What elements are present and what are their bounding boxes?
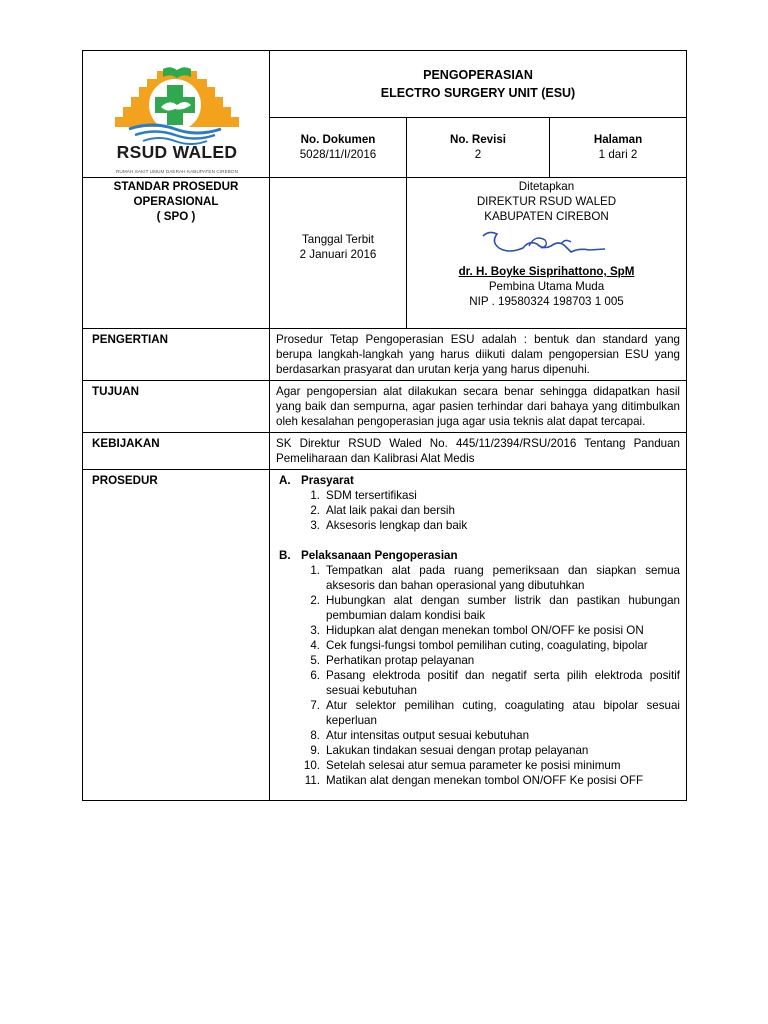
list-item [276,653,680,668]
list-item-number: 2. [310,594,320,607]
approver-title: DIREKTUR RSUD WALED [476,195,617,208]
approved-label: Ditetapkan [518,180,575,193]
section-b-title: Pelaksanaan Pengoperasian [301,549,458,562]
kebijakan-label: KEBIJAKAN [83,433,270,470]
list-item-number: 8. [310,729,320,742]
tujuan-label: TUJUAN [83,381,270,433]
signature-icon [479,226,609,260]
spo-line-3: ( SPO ) [156,210,196,223]
list-item-text: Perhatikan protap pelayanan [326,654,475,667]
document-title-cell [270,51,687,118]
list-item-text: Matikan alat dengan menekan tombol ON/OFF Ke posisi OFF [326,774,644,787]
section-a-heading [276,473,680,488]
list-item [276,623,680,638]
list-item-text: Setelah selesai atur semua parameter ke posisi minimum [326,759,621,772]
list-item [276,728,680,743]
section-b-letter: B. [279,549,291,562]
approver-nip: NIP . 19580324 198703 1 005 [469,295,624,308]
spo-cell [83,178,270,329]
spo-document [82,50,686,801]
tujuan-text: Agar pengopersian alat dilakukan secara benar sehingga didapatkan hasil yang baik dan sempurna, agar pasien terhindar dari bahaya yang ditimbulkan oleh kesalahan pengoperasian juga agar usia teknis alat dapat tercapai. [270,381,687,433]
prosedur-content [270,470,687,801]
issue-date-cell [270,178,407,329]
list-item [276,518,680,533]
approver-name: dr. H. Boyke Sisprihattono, SpM [458,265,635,278]
approver-rank: Pembina Utama Muda [488,280,605,293]
prosedur-label: PROSEDUR [83,470,270,801]
doc-number-label: No. Dokumen [300,133,376,146]
list-item [276,758,680,773]
page-cell [550,118,687,178]
list-item-number: 11. [304,774,320,787]
spo-line-1: STANDAR PROSEDUR [113,180,239,193]
section-a-letter: A. [279,474,291,487]
list-item-text: Hidupkan alat dengan menekan tombol ON/OFF ke posisi ON [326,624,644,637]
list-item-text: Atur intensitas output sesuai kebutuhan [326,729,530,742]
pelaksanaan-list [276,563,680,788]
logo-subtitle: RUMAH SAKIT UMUM DAERAH KABUPATEN CIREBON [115,169,239,174]
revision-cell [407,118,550,178]
spo-line-2: OPERASIONAL [133,195,219,208]
list-item-number: 1. [310,564,320,577]
list-item-number: 2. [310,504,320,517]
list-item-number: 1. [310,489,320,502]
list-item-number: 3. [310,624,320,637]
pengertian-label: PENGERTIAN [83,329,270,381]
list-item [276,743,680,758]
page-value: 1 dari 2 [598,148,638,161]
revision-label: No. Revisi [449,133,507,146]
list-item-text: Aksesoris lengkap dan baik [326,519,468,532]
section-b-heading [276,548,680,563]
issue-date-label: Tanggal Terbit [302,233,374,246]
logo-name: RSUD WALED [116,142,238,162]
spo-table [82,50,687,801]
list-item [276,503,680,518]
list-item-number: 10. [303,759,320,772]
doc-number-cell [270,118,407,178]
approver-org: KABUPATEN CIREBON [484,210,609,223]
pengertian-text: Prosedur Tetap Pengoperasian ESU adalah : bentuk dan standard yang berupa langkah-langkah yang harus diikuti dalam pengopersian ESU yang berdasarkan prasyarat dan urutan kerja yang harus dipenuhi. [270,329,687,381]
logo-cell [83,51,270,178]
list-item-number: 4. [310,639,320,652]
list-item [276,773,680,788]
list-item [276,593,680,623]
list-item-number: 5. [310,654,320,667]
prasyarat-list [276,488,680,533]
list-item-text: Pasang elektroda positif dan negatif serta pilih elektroda positif sesuai kebutuhan [326,669,680,697]
doc-number-value: 5028/11/I/2016 [299,148,377,161]
list-item-text: Lakukan tindakan sesuai dengan protap pelayanan [326,744,589,757]
list-item-text: Cek fungsi-fungsi tombol pemilihan cuting, coagulating, bipolar [326,639,648,652]
list-item-text: Hubungkan alat dengan sumber listrik dan pastikan hubungan pembumian dalam kondisi baik [326,594,680,622]
list-item-text: Tempatkan alat pada ruang pemeriksaan dan siapkan semua aksesoris dan bahan operasional yang dibutuhkan [326,564,680,592]
list-item-number: 7. [310,699,320,712]
list-item-number: 9. [310,744,320,757]
issue-date-value: 2 Januari 2016 [299,248,377,261]
approval-cell [407,178,687,329]
list-item [276,668,680,698]
section-a-title: Prasyarat [301,474,354,487]
list-item-text: Alat laik pakai dan bersih [326,504,455,517]
list-item [276,698,680,728]
list-item [276,638,680,653]
revision-value: 2 [474,148,482,161]
list-item [276,563,680,593]
title-line-2: ELECTRO SURGERY UNIT (ESU) [380,86,576,100]
list-item-text: SDM tersertifikasi [326,489,417,502]
page-label: Halaman [593,133,643,146]
list-item-number: 6. [310,669,320,682]
rsud-waled-logo-icon [109,65,245,145]
list-item [276,488,680,503]
title-line-1: PENGOPERASIAN [423,68,533,82]
list-item-number: 3. [310,519,320,532]
list-item-text: Atur selektor pemilihan cuting, coagulating atau bipolar sesuai keperluan [326,699,680,727]
kebijakan-text: SK Direktur RSUD Waled No. 445/11/2394/RSU/2016 Tentang Panduan Pemeliharaan dan Kalibrasi Alat Medis [270,433,687,470]
